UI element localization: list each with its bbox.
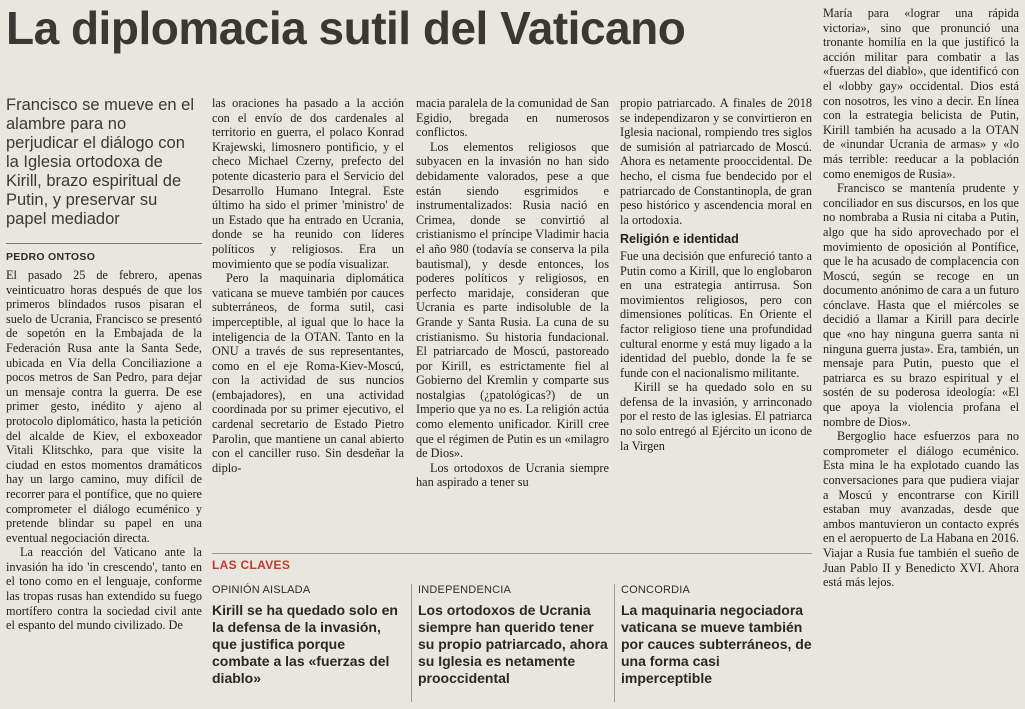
clave-box-3: [621, 584, 813, 687]
clave-divider: [411, 584, 412, 702]
text-column-5: [823, 6, 1019, 709]
paragraph: Kirill se ha quedado solo en su defensa de la invasión, y arrinconado por el resto de las iglesias. El patriarca no solo entregó al Ejército un icono de la Virgen: [620, 380, 812, 453]
clave-divider: [614, 584, 615, 702]
article-deck: Francisco se mueve en el alambre para no perjudicar el diálogo con la Iglesia ortodoxa de Kirill, brazo espiritual de Putin, y preservar su papel mediador: [6, 96, 195, 228]
paragraph: María para «lograr una rápida victoria», sino que pronunció una tronante homilía en la que justificó la acción militar para combatir a las «fuerzas del diablo», que identificó con el «lobby gay» occidental. Dios está con nosotros, les vino a decir. En línea con la estrategia belicista de Putin, Kirill también ha acusado a la OTAN de «inundar Ucrania de armas» y «lo más terrible: reeducar a la población como enemigos de Rusia».: [823, 6, 1019, 181]
paragraph: Los ortodoxos de Ucrania siempre han aspirado a tener su: [416, 460, 609, 490]
text-column-2: [212, 96, 404, 532]
clave-category: INDEPENDENCIA: [418, 584, 512, 596]
paragraph: El pasado 25 de febrero, apenas veinticuatro horas después de que los primeros blindados rusos pisaran el suelo de Ucrania, Francisco se presentó de sopetón en la Embajada de la Federación Rusa ante la Santa Sede, ubicada en Vía della Conciliazione a pocos metros de San Pedro, para dejar un mensaje contra la guerra. De ese primer gesto, inédito y ajeno al protocolo diplomático, hasta la petición del alcalde de Kiev, el exboxeador Vitali Klitschko, para que visite la ciudad en estos momentos dramáticos hay un largo camino, muy difícil de recorrer para el pontífice, que no quiere comprometer el diálogo ecuménico y pretende blindar su papel en una eventual negociación directa.: [6, 268, 202, 545]
paragraph: propio patriarcado. A finales de 2018 se independizaron y se convirtieron en Iglesia nacional, rompiendo tres siglos de sumisión al patriarcado de Moscú. Ahora es netamente prooccidental. De hecho, el cisma fue bendecido por el patriarcado de Constantinopla, de gran peso histórico y ascendencia moral en la ortodoxia.: [620, 96, 812, 227]
paragraph: macia paralela de la comunidad de San Egidio, bregada en numerosos conflictos.: [416, 96, 609, 140]
paragraph: Los elementos religiosos que subyacen en la invasión no han sido debidamente valorados, pese a que están siendo esgrimidos e instrumentalizados: Rusia nació en Crimea, donde se convirtió al cristianismo el príncipe Vladimir hacia el año 980 (todavía se conserva la pila bautismal), y desde entonces, los poderes políticos y religiosos, en perfecto maridaje, consideran que Ucrania es parte indisoluble de la Grande y Santa Rusia. La cuna de su cristianismo. Su historia fundacional. El patriarcado de Moscú, pastoreado por Kirill, es estrictamente fiel al Gobierno del Kremlin y comparte sus nostalgias (¿patológicas?) de un Imperio que ya no es. La religión actúa como elemento unificador. Kirill cree que el régimen de Putin es un «milagro de Dios».: [416, 139, 609, 461]
text-column-1: [6, 268, 202, 709]
paragraph: Fue una decisión que enfureció tanto a Putin como a Kirill, que lo englobaron en una estrategia antirrusa. Son movimientos religiosos, pero con dimensiones políticas. En Oriente el factor religioso tiene una profundidad cultural enorme y está muy ligado a la identidad del pueblo, donde la fe se funde con el nacionalismo militante.: [620, 248, 812, 380]
clave-box-2: [418, 584, 610, 687]
clave-category: CONCORDIA: [621, 584, 691, 596]
claves-rule: [212, 553, 812, 554]
paragraph: Pero la maquinaria diplomática vaticana se mueve también por cauces subterráneos, de forma sutil, casi imperceptible, al igual que lo hace la inteligencia de la OTAN. Tanto en la ONU a través de sus representantes, como en el eje Roma-Kiev-Moscú, con la actividad de sus nuncios (embajadores), en una actividad coordinada por su primer ejecutivo, el cardenal secretario de Estado Pietro Parolin, que mantiene un canal abierto con el canciller ruso. Sin desdeñar la diplo-: [212, 271, 404, 475]
clave-box-1: [212, 584, 404, 687]
byline-rule: [6, 243, 202, 244]
text-column-3: [416, 96, 609, 532]
clave-text: Kirill se ha quedado solo en la defensa de la invasión, que justifica porque combate a las «fuerzas del diablo»: [212, 602, 398, 686]
claves-title: LAS CLAVES: [212, 558, 291, 572]
text-column-4: [620, 96, 812, 532]
paragraph: La reacción del Vaticano ante la invasión ha ido 'in crescendo', tanto en el tono como en el lenguaje, conforme las tropas rusas han extendido su fuego mortífero contra la sociedad civil ante el espanto del mundo civilizado. De: [6, 545, 202, 633]
clave-category: OPINIÓN AISLADA: [212, 584, 311, 596]
paragraph: Bergoglio hace esfuerzos para no comprometer el diálogo ecuménico. Esta mina le ha explotado cuando las conversaciones para que pudiera viajar a Moscú y encontrarse con Kirill estaban muy avanzadas, desde que ambos mantuvieron un contacto exprés en el aeropuerto de La Habana en 2016. Viajar a Rusia fue también el sueño de Juan Pablo II y Benedicto XVI. Ahora está más lejos.: [823, 429, 1019, 590]
paragraph: Francisco se mantenía prudente y conciliador en sus discursos, en los que no nombraba a Rusia ni citaba a Putin, algo que ha sido aprovechado por el movimiento de oposición al Pontífice, que le ha acusado de complacencia con Moscú, según se recoge en un documento anónimo de cara a un futuro cónclave. Hasta que el miércoles se decidió a llamar a Kirill para decirle que «no hay ninguna guerra santa ni ninguna guerra justa». Era, también, un mensaje para Putin, puesto que el patriarca es su brazo espiritual y el sostén de su poderosa ideología: «El que apoya la violencia profana el nombre de Dios».: [823, 181, 1019, 429]
subheading: Religión e identidad: [620, 232, 739, 247]
byline: PEDRO ONTOSO: [6, 251, 96, 263]
headline: La diplomacia sutil del Vaticano: [6, 2, 686, 54]
paragraph: las oraciones ha pasado a la acción con el envío de dos cardenales al territorio en guerra, el polaco Konrad Krajewski, limosnero pontificio, y el checo Michael Czerny, prefecto del potente dicasterio para el Servicio del Desarrollo Humano Integral. Este último ha sido el primer 'ministro' de un Estado que ha entrado en Ucrania, donde se ha reunido con líderes políticos y religiosos. Era un movimiento que se podía visualizar.: [212, 96, 404, 271]
clave-text: La maquinaria negociadora vaticana se mueve también por cauces subterráneos, de una forma casi imperceptible: [621, 602, 812, 686]
clave-text: Los ortodoxos de Ucrania siempre han querido tener su propio patriarcado, ahora su Iglesia es netamente prooccidental: [418, 602, 608, 686]
